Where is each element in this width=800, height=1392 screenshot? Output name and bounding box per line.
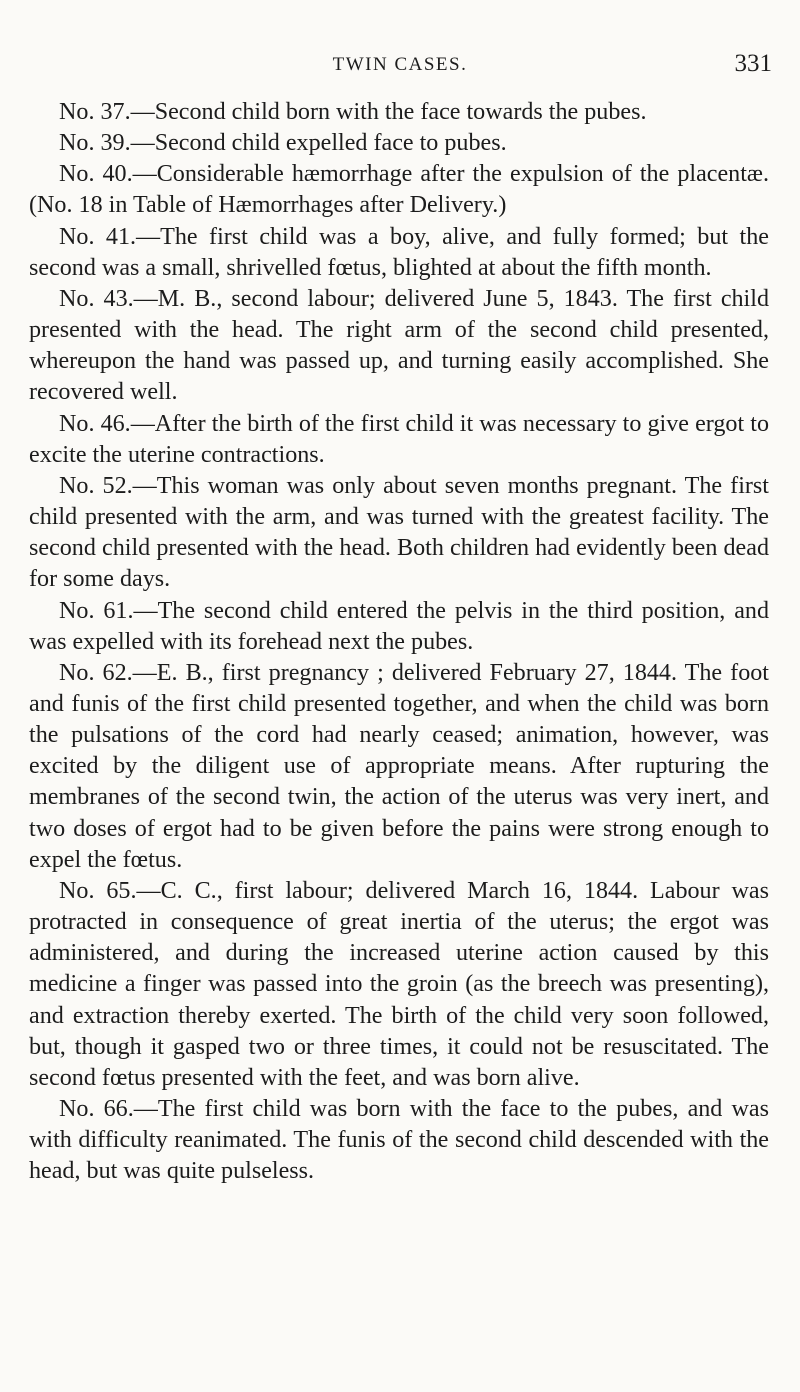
page-number: 331: [734, 50, 772, 77]
case-paragraph-37: No. 37.—Second child born with the face towards the pubes.: [59, 99, 647, 125]
case-paragraph-52: No. 52.—This woman was only about seven months pregnant. The first child presented with the arm, and was turned with the greatest facility. The second child presented with the head. Both children had evidently been dead for some days.: [29, 472, 769, 593]
case-paragraph-40: No. 40.—Considerable hæmorrhage after the expulsion of the placentæ. (No. 18 in Table of Hæmorrhages after Delivery.): [29, 161, 769, 219]
case-paragraph-61: No. 61.—The second child entered the pelvis in the third position, and was expelled with its forehead next the pubes.: [29, 597, 769, 655]
running-head: [0, 50, 800, 80]
case-paragraph-43: No. 43.—M. B., second labour; delivered June 5, 1843. The first child presented with the head. The right arm of the second child presented, whereupon the hand was passed up, and turning easily accomplished. She recovered well.: [29, 285, 769, 406]
case-paragraph-46: No. 46.—After the birth of the first child it was necessary to give ergot to excite the uterine contractions.: [29, 410, 769, 468]
case-paragraph-62: No. 62.—E. B., first pregnancy ; delivered February 27, 1844. The foot and funis of the first child presented together, and when the child was born the pulsations of the cord had nearly ceased; animation, however, was excited by the diligent use of appropriate means. After rupturing the membranes of the second twin, the action of the uterus was very inert, and two doses of ergot had to be given before the pains were strong enough to expel the fœtus.: [29, 659, 769, 873]
running-title: TWIN CASES.: [332, 54, 468, 75]
case-paragraph-65: No. 65.—C. C., first labour; delivered March 16, 1844. Labour was protracted in consequence of great inertia of the uterus; the ergot was administered, and during the increased uterine action caused by this medicine a finger was passed into the groin (as the breech was presenting), and extraction thereby exerted. The birth of the child very soon followed, but, though it gasped two or three times, it could not be resuscitated. The second fœtus presented with the feet, and was born alive.: [29, 877, 769, 1091]
body-text: [29, 97, 769, 1187]
case-paragraph-39: No. 39.—Second child expelled face to pubes.: [59, 130, 507, 157]
case-paragraph-66: No. 66.—The first child was born with the face to the pubes, and was with difficulty reanimated. The funis of the second child descended with the head, but was quite pulseless.: [29, 1096, 769, 1185]
case-paragraph-41: No. 41.—The first child was a boy, alive, and fully formed; but the second was a small, shrivelled fœtus, blighted at about the fifth month.: [29, 223, 769, 281]
